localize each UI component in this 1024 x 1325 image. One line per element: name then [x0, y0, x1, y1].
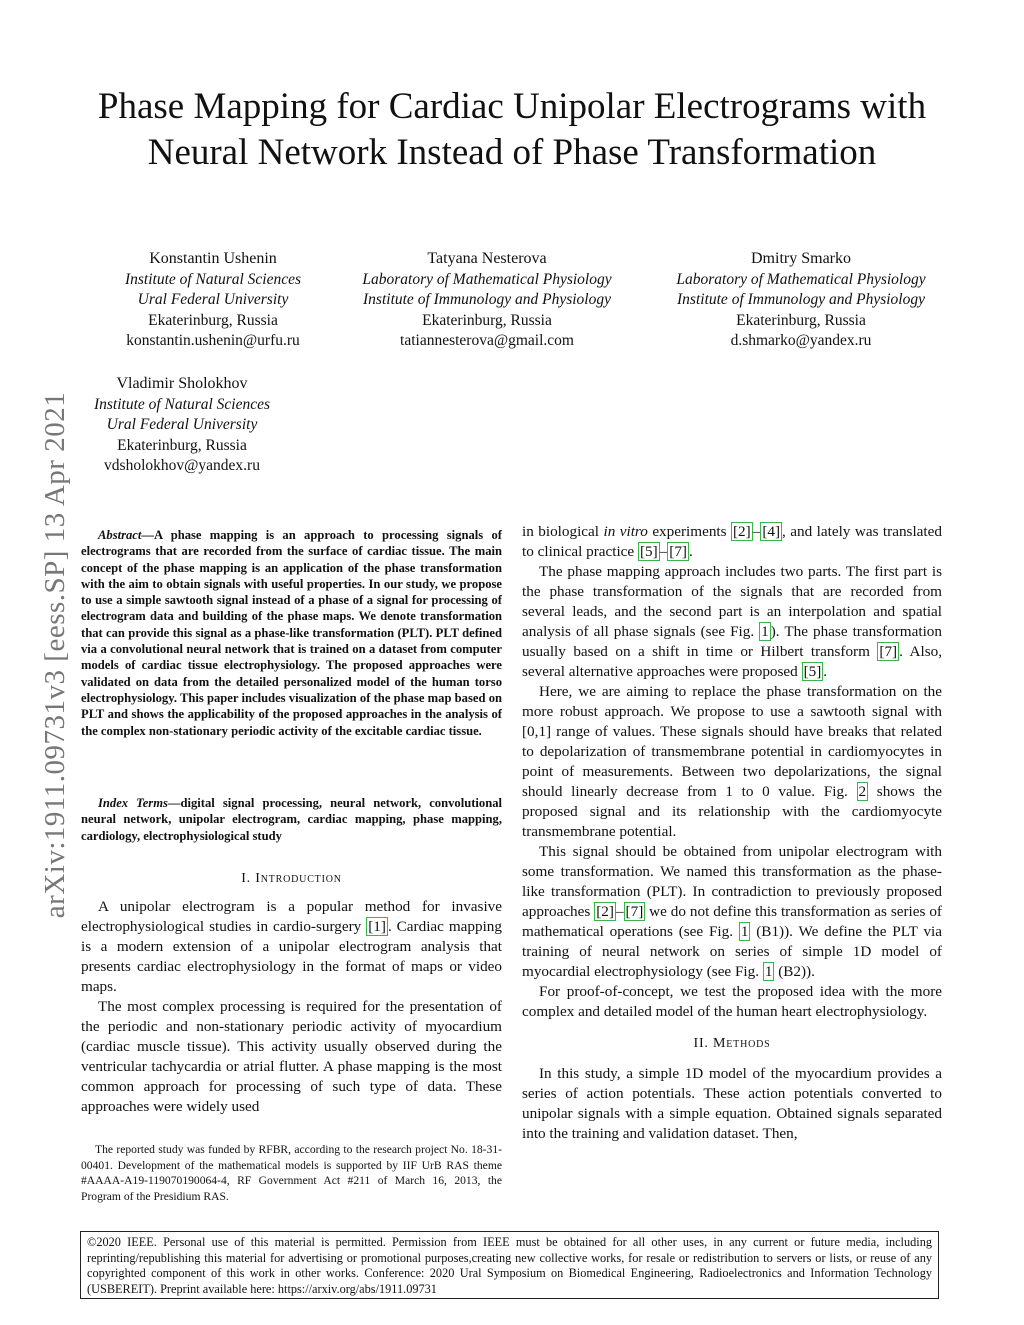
citation-link[interactable]: [7]	[669, 543, 687, 560]
text-run: we do not define this transformation as series of mathematical operations (see Fig.	[522, 903, 942, 940]
author-affiliation: Ural Federal University	[106, 416, 258, 433]
section-heading-methods: II. Methods	[693, 1036, 771, 1051]
citation-link[interactable]: [7]	[625, 903, 644, 920]
text-run: Here, we are aiming to replace the phase transformation on the more robust approach. We propose to use a sawtooth signal with [0,1] range of values. These signals should have breaks that related to depolarization of transmembrane potential in cardiomyocytes in point of measurements. Between two depolarizations, the signal should linearly decrease from 1 to 0 value. Fig.	[522, 683, 942, 800]
abstract-text: —A phase mapping is an approach to processing signals of electrograms that are recorded from the surface of cardiac tissue. The main concept of the phase mapping is an application of the phase transformation with the aim to obtain signals with useful properties. In our study, we propose to use a simple sawtooth signal instead of a phase of a signal for processing of electrogram data and building of the phase maps. We denote transformation that can provide this signal as a phase-like transformation (PLT). PLT defined via a convolutional neural network that is trained on a dataset from computer models of cardiac tissue electrophysiology. The proposed approaches were validated on data from the detailed personalized model of the human torso electrophysiology. This paper includes visualization of the phase map based on PLT and shows the applicability of the proposed approaches in the analysis of the complex non-stationary periodic activity of the excitable cardiac tissue.	[81, 528, 502, 738]
author-email: d.shmarko@yandex.ru	[730, 332, 872, 349]
text-run: . Cardiac mapping is a modern extension of a unipolar electrogram analysis that presents cardiac electrophysiology in the format of maps or video maps.	[81, 918, 502, 995]
paragraph	[522, 562, 942, 682]
author-city: Ekaterinburg, Russia	[148, 311, 278, 329]
text-run: in biological	[522, 523, 604, 540]
paragraph	[81, 897, 502, 997]
text-run: –	[615, 903, 624, 920]
author-city: Ekaterinburg, Russia	[422, 311, 552, 329]
author-name: Vladimir Sholokhov	[116, 375, 248, 392]
author-block	[339, 249, 635, 352]
author-affiliation: Ural Federal University	[137, 291, 289, 308]
abstract-label: Abstract	[98, 528, 142, 542]
author-city: Ekaterinburg, Russia	[736, 311, 866, 329]
text-run: (B1)). We define the PLT via training of neural network on series of simple 1D model of myocardial electrophysiology (see Fig.	[522, 923, 942, 980]
author-block	[97, 249, 329, 352]
author-email: konstantin.ushenin@urfu.ru	[126, 332, 300, 349]
author-name: Konstantin Ushenin	[149, 250, 277, 267]
author-affiliation: Institute of Natural Sciences	[93, 395, 271, 413]
figure-link[interactable]: 1	[761, 623, 769, 640]
figure-link[interactable]: 1	[740, 923, 749, 940]
figure-link[interactable]: 2	[858, 783, 867, 800]
author-name: Dmitry Smarko	[751, 250, 851, 267]
text-run: A unipolar electrogram is a popular method for invasive electrophysiological studies in cardio-surgery	[81, 898, 502, 935]
text-run: ). The phase transformation usually based on a shift in time or Hilbert transform	[522, 623, 942, 660]
copyright-notice: ©2020 IEEE. Personal use of this material is permitted. Permission from IEEE must be obtained for all other uses, in any current or future media, including reprinting/republishing this material for advertising or promotional purposes,creating new collective works, for resale or redistribution to servers or lists, or reuse of any copyrighted component of this work in other works. Conference: 2020 Ural Symposium on Biomedical Engineering, Radioelectronics and Information Technology (USBEREIT). Preprint available here: https://arxiv.org/abs/1911.09731	[80, 1231, 939, 1299]
index-terms	[81, 795, 502, 844]
abstract	[81, 527, 502, 739]
text-run: This signal should be obtained from unipolar electrogram with some transformation. We named this transformation as the phase-like transformation (PLT). In contradiction to previously proposed approaches	[522, 843, 942, 920]
text-run: The phase mapping approach includes two parts. The first part is the phase transformation of the signals that are recorded from several leads, and the second part is an interpolation and spatial analysis of all phase signals (see Fig.	[522, 563, 942, 640]
author-city: Ekaterinburg, Russia	[117, 436, 247, 454]
citation-link[interactable]: [5]	[639, 543, 658, 560]
text-run: shows the proposed signal and its relationship with the cardiomyocyte transmembrane potential.	[522, 783, 942, 840]
intro-text	[81, 897, 502, 1117]
figure-link[interactable]: 1	[764, 963, 773, 980]
citation-link[interactable]: [2]	[733, 523, 751, 540]
text-run: , and lately was translated to clinical practice	[522, 523, 942, 560]
paragraph	[522, 522, 942, 562]
author-affiliation: Laboratory of Mathematical Physiology	[676, 270, 926, 288]
text-run: .	[688, 543, 693, 560]
author-affiliation: Laboratory of Mathematical Physiology	[362, 270, 612, 288]
text-run: . Also, several alternative approaches were proposed	[522, 643, 943, 680]
text-run: .	[823, 663, 828, 680]
text-run: –	[659, 543, 668, 560]
citation-link[interactable]: [1]	[368, 918, 386, 935]
author-name: Tatyana Nesterova	[427, 250, 547, 267]
author-email: vdsholokhov@yandex.ru	[104, 457, 260, 474]
author-email: tatiannesterova@gmail.com	[400, 332, 574, 349]
author-affiliation: Institute of Immunology and Physiology	[363, 291, 611, 308]
citation-link[interactable]: [2]	[596, 903, 614, 920]
text-run: (B2)).	[774, 963, 815, 980]
paragraph: In this study, a simple 1D model of the myocardium provides a series of action potentials. These action potentials converted to unipolar signals with a simple equation. Obtained signals separated into the training and validation dataset. Then,	[522, 1065, 942, 1142]
paragraph	[522, 842, 942, 982]
paragraph: The most complex processing is required for the presentation of the periodic and non-stationary periodic activity of myocardium (cardiac muscle tissue). This activity usually observed during the ventricular tachycardia or atrial flutter. A phase mapping is the most common approach for processing of such type of data. These approaches were widely used	[81, 998, 502, 1115]
funding-footnote: The reported study was funded by RFBR, according to the research project No. 18-31-00401. Development of the mathematical models is supported by IIF UrB RAS theme #AAAA-A19-119070190064-4, RF Government Act #211 of March 16, 2013, the Program of the Presidium RAS.	[81, 1143, 502, 1203]
right-column-text	[522, 522, 942, 1144]
citation-link[interactable]: [7]	[879, 643, 898, 660]
text-run: experiments	[647, 523, 731, 540]
author-block	[66, 374, 298, 477]
text-run: in vitro	[603, 523, 648, 540]
author-affiliation: Institute of Immunology and Physiology	[677, 291, 925, 308]
index-terms-label: Index Terms	[98, 796, 168, 810]
author-block	[653, 249, 949, 352]
index-terms-text: —digital signal processing, neural network, convolutional neural network, unipolar electrogram, cardiac mapping, phase mapping, cardiology, electrophysiological study	[81, 796, 502, 843]
arxiv-stamp: arXiv:1911.09731v3 [eess.SP] 13 Apr 2021	[39, 391, 71, 919]
paragraph	[522, 682, 942, 842]
author-affiliation: Institute of Natural Sciences	[124, 270, 302, 288]
section-heading-introduction: I. Introduction	[241, 871, 342, 886]
page-title: Phase Mapping for Cardiac Unipolar Electrograms with Neural Network Instead of Phase Transformation	[97, 86, 927, 173]
citation-link[interactable]: [5]	[803, 663, 822, 680]
citation-link[interactable]: [4]	[762, 523, 781, 540]
paragraph: For proof-of-concept, we test the proposed idea with the more complex and detailed model of the human heart electrophysiology.	[522, 983, 942, 1020]
text-run: –	[752, 523, 761, 540]
